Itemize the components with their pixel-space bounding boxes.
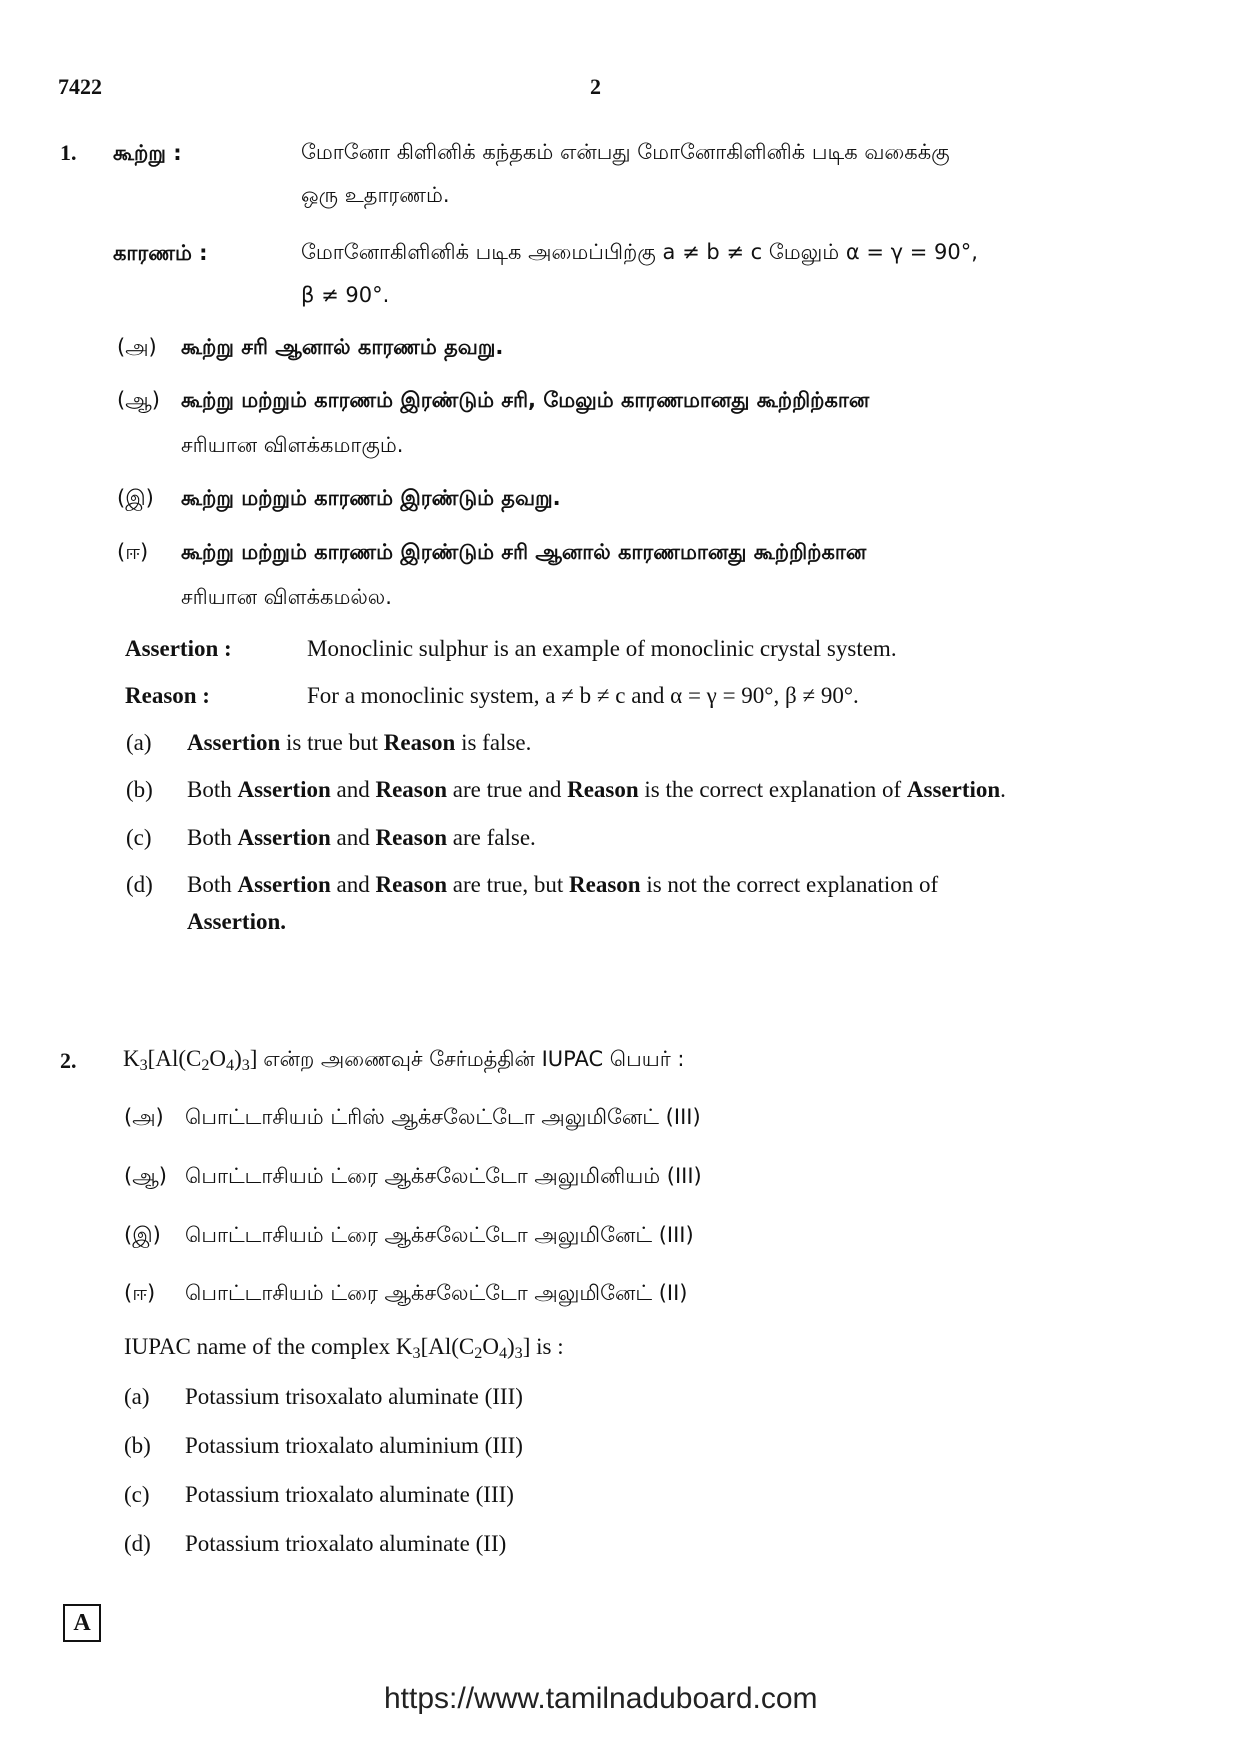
q2-ta-option-2-text: பொட்டாசியம் ட்ரை ஆக்சலேட்டோ அலுமினியம் (III)	[185, 1164, 702, 1188]
ta-question-2-stem: $K_3[Al(C_2O_4)_3]$ என்ற அணைவுச் சேர்மத்தின் IUPAC பெயர் :	[123, 1046, 685, 1074]
q2-ta-option-2-label: (ஆ)	[124, 1164, 167, 1188]
en-assertion-label: Assertion :	[125, 636, 232, 661]
ta-option-4-text-2: சரியான விளக்கமல்ல.	[181, 585, 392, 609]
ta-assertion-label: கூற்று :	[113, 141, 182, 165]
ta-assertion-text-2: ஒரு உதாரணம்.	[301, 183, 450, 207]
ta-option-1-label: (அ)	[117, 335, 157, 359]
en-option-d-text-1: Both Assertion and Reason are true, but Reason is not the correct explanation of	[187, 872, 939, 897]
q2-en-option-b-text: Potassium trioxalato aluminium (III)	[185, 1433, 523, 1458]
q2-ta-option-4-text: பொட்டாசியம் ட்ரை ஆக்சலேட்டோ அலுமினேட் (II)	[185, 1281, 688, 1305]
q2-en-option-c-label: (c)	[124, 1482, 150, 1507]
ta-option-4-label: (ஈ)	[117, 540, 149, 564]
ta-option-2-text-2: சரியான விளக்கமாகும்.	[181, 433, 404, 457]
ta-assertion-text-1: மோனோ கிளினிக் கந்தகம் என்பது மோனோகிளினிக் படிக வகைக்கு	[301, 140, 950, 164]
formula-k3-al-c2o4-3-en: $K_3[Al(C_2O_4)_3]$	[395, 1334, 531, 1362]
ta-reason-text-2: β ≠ 90°.	[301, 283, 390, 307]
en-option-d-label: (d)	[126, 872, 153, 897]
ta-option-3-text: கூற்று மற்றும் காரணம் இரண்டும் தவறு.	[181, 486, 561, 510]
q2-ta-option-1-text: பொட்டாசியம் ட்ரிஸ் ஆக்சலேட்டோ அலுமினேட் (III)	[185, 1105, 701, 1129]
q2-en-option-a-text: Potassium trisoxalato aluminate (III)	[185, 1384, 523, 1409]
page-number: 2	[590, 74, 601, 99]
ta-option-3-label: (இ)	[117, 486, 154, 510]
ta-option-4-text-1: கூற்று மற்றும் காரணம் இரண்டும் சரி ஆனால் காரணமானது கூற்றிற்கான	[181, 540, 867, 564]
en-option-c-label: (c)	[126, 825, 152, 850]
q2-en-option-d-text: Potassium trioxalato aluminate (II)	[185, 1531, 507, 1556]
version-box: A	[63, 1604, 101, 1642]
en-option-b-text: Both Assertion and Reason are true and Reason is the correct explanation of Assertion.	[187, 777, 1006, 802]
q2-en-option-b-label: (b)	[124, 1433, 151, 1458]
q2-ta-option-3-label: (இ)	[124, 1223, 161, 1247]
question-2-number: 2.	[60, 1048, 77, 1073]
q2-ta-option-3-text: பொட்டாசியம் ட்ரை ஆக்சலேட்டோ அலுமினேட் (III)	[185, 1223, 694, 1247]
q2-en-option-a-label: (a)	[124, 1384, 150, 1409]
q2-ta-option-1-label: (அ)	[124, 1105, 164, 1129]
q2-ta-option-4-label: (ஈ)	[124, 1281, 156, 1305]
question-1-number: 1.	[60, 140, 77, 165]
ta-option-2-label: (ஆ)	[117, 388, 160, 412]
ta-reason-text-1: மோனோகிளினிக் படிக அமைப்பிற்கு a ≠ b ≠ c மேலும் α = γ = 90°,	[301, 240, 978, 264]
ta-option-1-text: கூற்று சரி ஆனால் காரணம் தவறு.	[181, 335, 504, 359]
en-option-a-text: Assertion is true but Reason is false.	[187, 730, 532, 755]
formula-k3-al-c2o4-3: $K_3[Al(C_2O_4)_3]$	[123, 1046, 258, 1074]
ta-reason-label: காரணம் :	[113, 241, 208, 265]
en-option-a-label: (a)	[126, 730, 152, 755]
en-reason-label: Reason :	[125, 683, 210, 708]
q2-en-option-c-text: Potassium trioxalato aluminate (III)	[185, 1482, 514, 1507]
en-option-d-text-2: Assertion.	[187, 909, 287, 934]
en-option-b-label: (b)	[126, 777, 153, 802]
en-reason-text: For a monoclinic system, a ≠ b ≠ c and α = γ = 90°, β ≠ 90°.	[307, 683, 859, 708]
en-option-c-text: Both Assertion and Reason are false.	[187, 825, 536, 850]
ta-option-2-text-1: கூற்று மற்றும் காரணம் இரண்டும் சரி, மேலும் காரணமானது கூற்றிற்கான	[181, 388, 870, 412]
q2-en-option-d-label: (d)	[124, 1531, 151, 1556]
en-assertion-text: Monoclinic sulphur is an example of monoclinic crystal system.	[307, 636, 897, 661]
paper-code: 7422	[58, 74, 102, 99]
footer-url[interactable]: https://www.tamilnaduboard.com	[384, 1682, 818, 1715]
en-question-2-stem: IUPAC name of the complex $K_3[Al(C_2O_4)_3]$ is :	[124, 1334, 564, 1362]
